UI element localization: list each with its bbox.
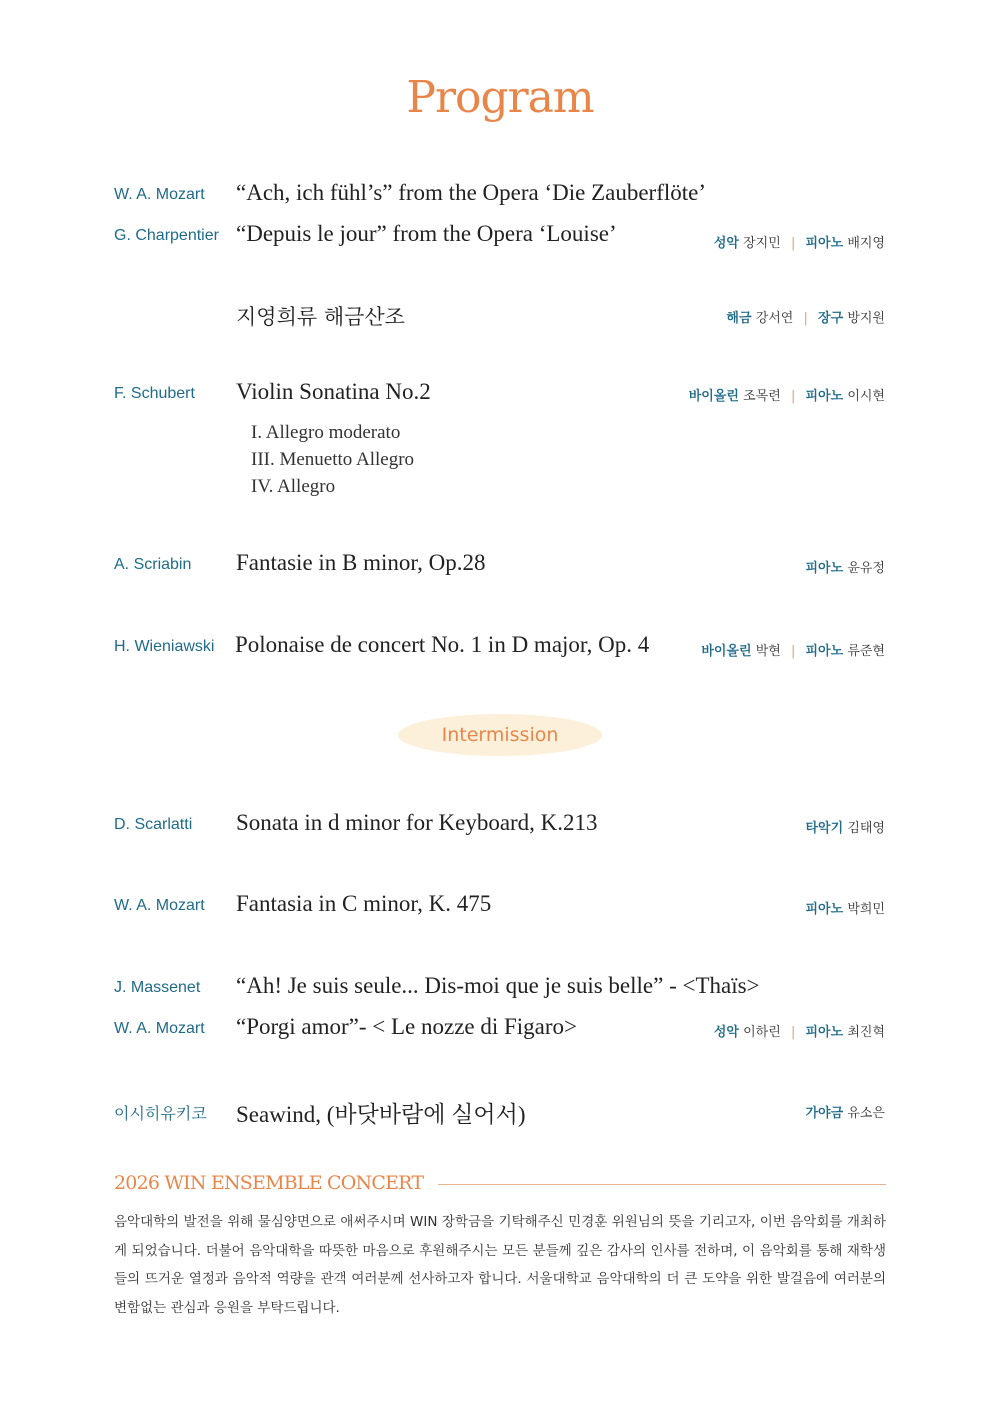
role-label: 타악기: [805, 821, 844, 836]
performers: [805, 898, 885, 917]
work-title: “Ach, ich fühl’s” from the Opera ‘Die Zauberflöte’: [236, 180, 707, 205]
movement: I. Allegro moderato: [251, 422, 401, 443]
role-label: 바이올린: [688, 389, 739, 404]
work-title: “Depuis le jour” from the Opera ‘Louise’: [236, 221, 617, 246]
performers: [714, 1021, 885, 1040]
work-title: Polonaise de concert No. 1 in D major, Op. 4: [235, 632, 650, 657]
composer-name: W. A. Mozart: [114, 186, 205, 203]
intermission-label: Intermission: [441, 724, 559, 746]
performer-name: 강서연: [755, 311, 794, 326]
composer-name: G. Charpentier: [114, 227, 219, 244]
work-title: Violin Sonatina No.2: [236, 379, 431, 404]
role-label: 장구: [818, 311, 844, 326]
role-label: 피아노: [805, 236, 844, 251]
composer-name: D. Scarlatti: [114, 816, 193, 833]
composer-name: W. A. Mozart: [114, 1020, 205, 1037]
role-label: 바이올린: [701, 644, 752, 659]
separator: |: [790, 644, 796, 659]
performer-name: 김태영: [847, 821, 885, 836]
performers: [726, 307, 885, 326]
performers: [805, 557, 885, 576]
performers: [701, 640, 885, 659]
work-title: Fantasie in B minor, Op.28: [236, 550, 486, 575]
performers: [714, 232, 885, 251]
work-title: “Porgi amor”- < Le nozze di Figaro>: [236, 1014, 578, 1039]
role-label: 피아노: [805, 644, 844, 659]
role-label: 가야금: [805, 1106, 844, 1121]
role-label: 피아노: [805, 389, 844, 404]
composer-name: W. A. Mozart: [114, 897, 205, 914]
work-title: 지영희류 해금산조: [236, 305, 405, 329]
role-label: 해금: [726, 311, 752, 326]
work-title: Seawind, (바닷바람에 실어서): [236, 1102, 526, 1127]
work-title: Fantasia in C minor, K. 475: [236, 891, 492, 916]
role-label: 성악: [713, 236, 739, 251]
separator: |: [790, 236, 796, 251]
concert-description: 음악대학의 발전을 위해 물심양면으로 애써주시며 WIN 장학금을 기탁해주신 민경훈 위원님의 뜻을 기리고자, 이번 음악회를 개최하게 되었습니다. 더불어 음악대학을 따뜻한 마음으로 후원해주시는 모든 분들께 깊은 감사의 인사를 전하며, 이 음악회를 통해 재학생들의 뜨거운 열정과 음악적 역량을 관객 여러분께 선사하고자 합니다. 서울대학교 음악대학의 더 큰 도약을 위한 발걸음에 여러분의 변함없는 관심과 응원을 부탁드립니다.: [114, 1214, 886, 1316]
separator: |: [790, 1025, 796, 1040]
performer-name: 류준현: [847, 644, 885, 659]
concert-title: 2026 WIN ENSEMBLE CONCERT: [114, 1172, 424, 1194]
performers: [805, 1102, 885, 1121]
composer-name: H. Wieniawski: [114, 638, 215, 655]
performer-name: 이하린: [743, 1025, 781, 1040]
role-label: 피아노: [805, 1025, 844, 1040]
role-label: 피아노: [805, 902, 844, 917]
movement: IV. Allegro: [251, 476, 336, 497]
separator: |: [790, 389, 796, 404]
composer-name: 이시히유키코: [114, 1106, 207, 1123]
performer-name: 방지원: [847, 311, 885, 326]
role-label: 피아노: [805, 561, 844, 576]
composer-name: F. Schubert: [114, 385, 195, 402]
performer-name: 박현: [755, 644, 781, 659]
composer-name: J. Massenet: [114, 979, 201, 996]
performer-name: 배지영: [847, 236, 885, 251]
work-title: Sonata in d minor for Keyboard, K.213: [236, 810, 598, 835]
performers: [805, 817, 885, 836]
performer-name: 박희민: [847, 902, 885, 917]
movement: III. Menuetto Allegro: [251, 449, 415, 470]
performer-name: 장지민: [743, 236, 781, 251]
separator: |: [803, 311, 808, 326]
role-label: 성악: [713, 1025, 739, 1040]
performer-name: 이시현: [847, 389, 885, 404]
performer-name: 조목련: [743, 389, 781, 404]
performer-name: 윤유정: [847, 561, 885, 576]
divider: [438, 1184, 886, 1185]
performer-name: 최진혁: [847, 1025, 885, 1040]
performers: [689, 385, 885, 404]
work-title: “Ah! Je suis seule... Dis-moi que je suis belle” - <Thaïs>: [236, 973, 760, 998]
composer-name: A. Scriabin: [114, 556, 192, 573]
performer-name: 유소은: [847, 1106, 885, 1121]
page-title: Program: [406, 72, 594, 123]
